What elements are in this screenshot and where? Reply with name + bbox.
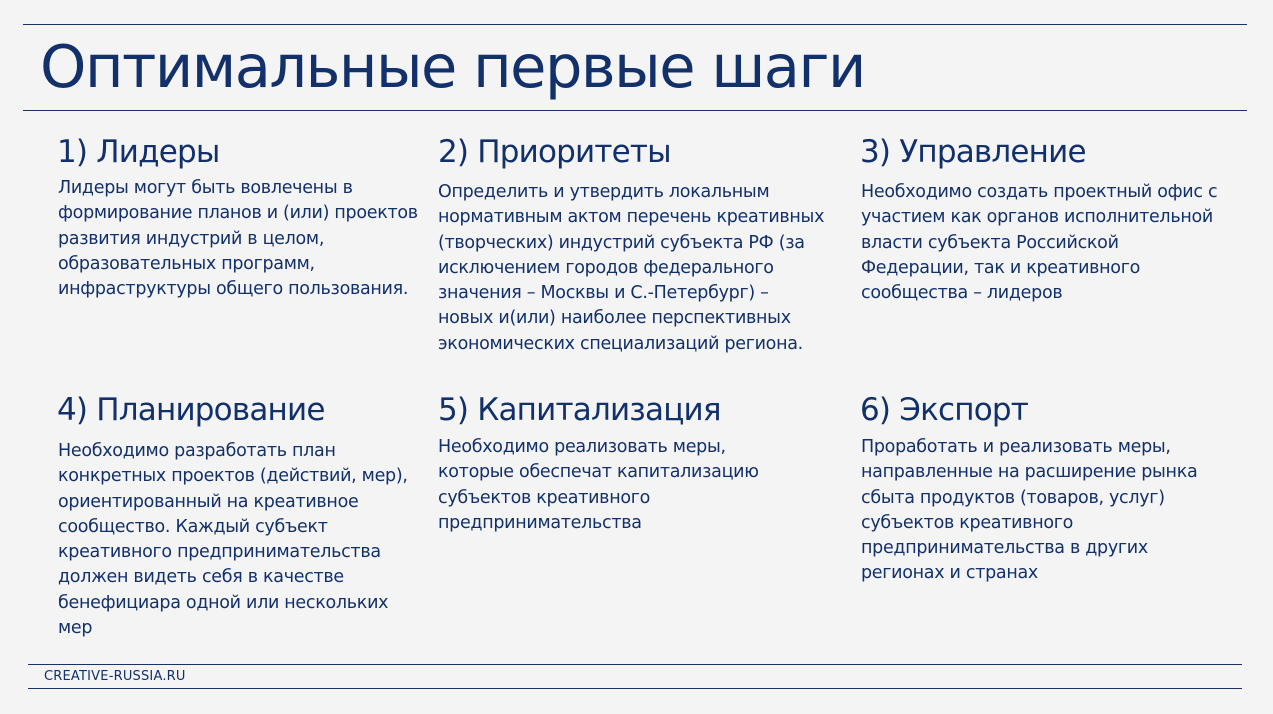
block-text-export [861, 435, 1251, 587]
text-line: Проработать и реализовать меры, [861, 437, 1171, 457]
text-line: сообщество. Каждый субъект [58, 516, 328, 537]
text-line: власти субъекта Российской [861, 232, 1119, 253]
text-line: Определить и утвердить локальным [438, 182, 770, 202]
block-text-priorities [438, 180, 838, 357]
text-line: должен видеть себя в качестве [58, 567, 344, 588]
text-line: мер [58, 618, 93, 639]
text-line: которые обеспечат капитализацию [438, 462, 759, 483]
block-text-capitalization [438, 435, 838, 536]
text-line: предпринимательства в других [861, 538, 1148, 559]
text-line: ориентированный на креативное [58, 491, 359, 512]
text-line: инфраструктуры общего пользования. [58, 279, 409, 300]
footer-divider-top [28, 664, 1242, 665]
text-line: регионах и странах [861, 563, 1038, 584]
block-heading-planning: 4) Планирование [57, 392, 325, 428]
text-line: субъектов креативного [861, 512, 1074, 533]
text-line: нормативным актом перечень креативных [438, 207, 825, 228]
text-line: предпринимательства [438, 512, 642, 533]
text-line: развития индустрий в целом, [58, 228, 325, 249]
text-line: Необходимо разработать план [58, 441, 336, 461]
text-line: направленные на расширение рынка [861, 462, 1198, 483]
text-line: Необходимо реализовать меры, [438, 437, 726, 457]
text-line: бенефициара одной или нескольких [58, 592, 389, 613]
text-line: (творческих) индустрий субъекта РФ (за [438, 232, 805, 253]
text-line: Необходимо создать проектный офис с [861, 182, 1218, 202]
text-line: конкретных проектов (действий, мер), [58, 466, 408, 487]
top-divider [23, 24, 1247, 25]
text-line: субъектов креативного [438, 487, 651, 508]
footer-divider-bottom [28, 688, 1242, 689]
text-line: Федерации, так и креативного [861, 257, 1141, 278]
block-heading-leaders: 1) Лидеры [57, 134, 220, 170]
text-line: новых и(или) наиболее перспективных [438, 308, 791, 329]
text-line: формирование планов и (или) проектов [58, 203, 418, 224]
text-line: Лидеры могут быть вовлечены в [58, 178, 353, 198]
text-line: исключением городов федерального [438, 257, 774, 278]
text-line: участием как органов исполнительной [861, 207, 1213, 228]
block-heading-management: 3) Управление [860, 134, 1086, 170]
text-line: значения – Москвы и С.-Петербург) – [438, 283, 769, 304]
block-heading-export: 6) Экспорт [860, 392, 1029, 428]
page-title: Оптимальные первые шаги [40, 32, 865, 101]
block-heading-capitalization: 5) Капитализация [438, 392, 721, 428]
block-text-leaders [58, 176, 428, 302]
block-text-planning [58, 439, 428, 641]
text-line: креативного предпринимательства [58, 542, 381, 563]
block-text-management [861, 180, 1251, 306]
text-line: сообщества – лидеров [861, 283, 1063, 304]
text-line: экономических специализаций региона. [438, 333, 803, 354]
text-line: сбыта продуктов (товаров, услуг) [861, 487, 1165, 508]
title-divider [23, 110, 1247, 111]
footer-website: CREATIVE-RUSSIA.RU [44, 669, 186, 684]
text-line: образовательных программ, [58, 253, 315, 274]
block-heading-priorities: 2) Приоритеты [438, 134, 671, 170]
